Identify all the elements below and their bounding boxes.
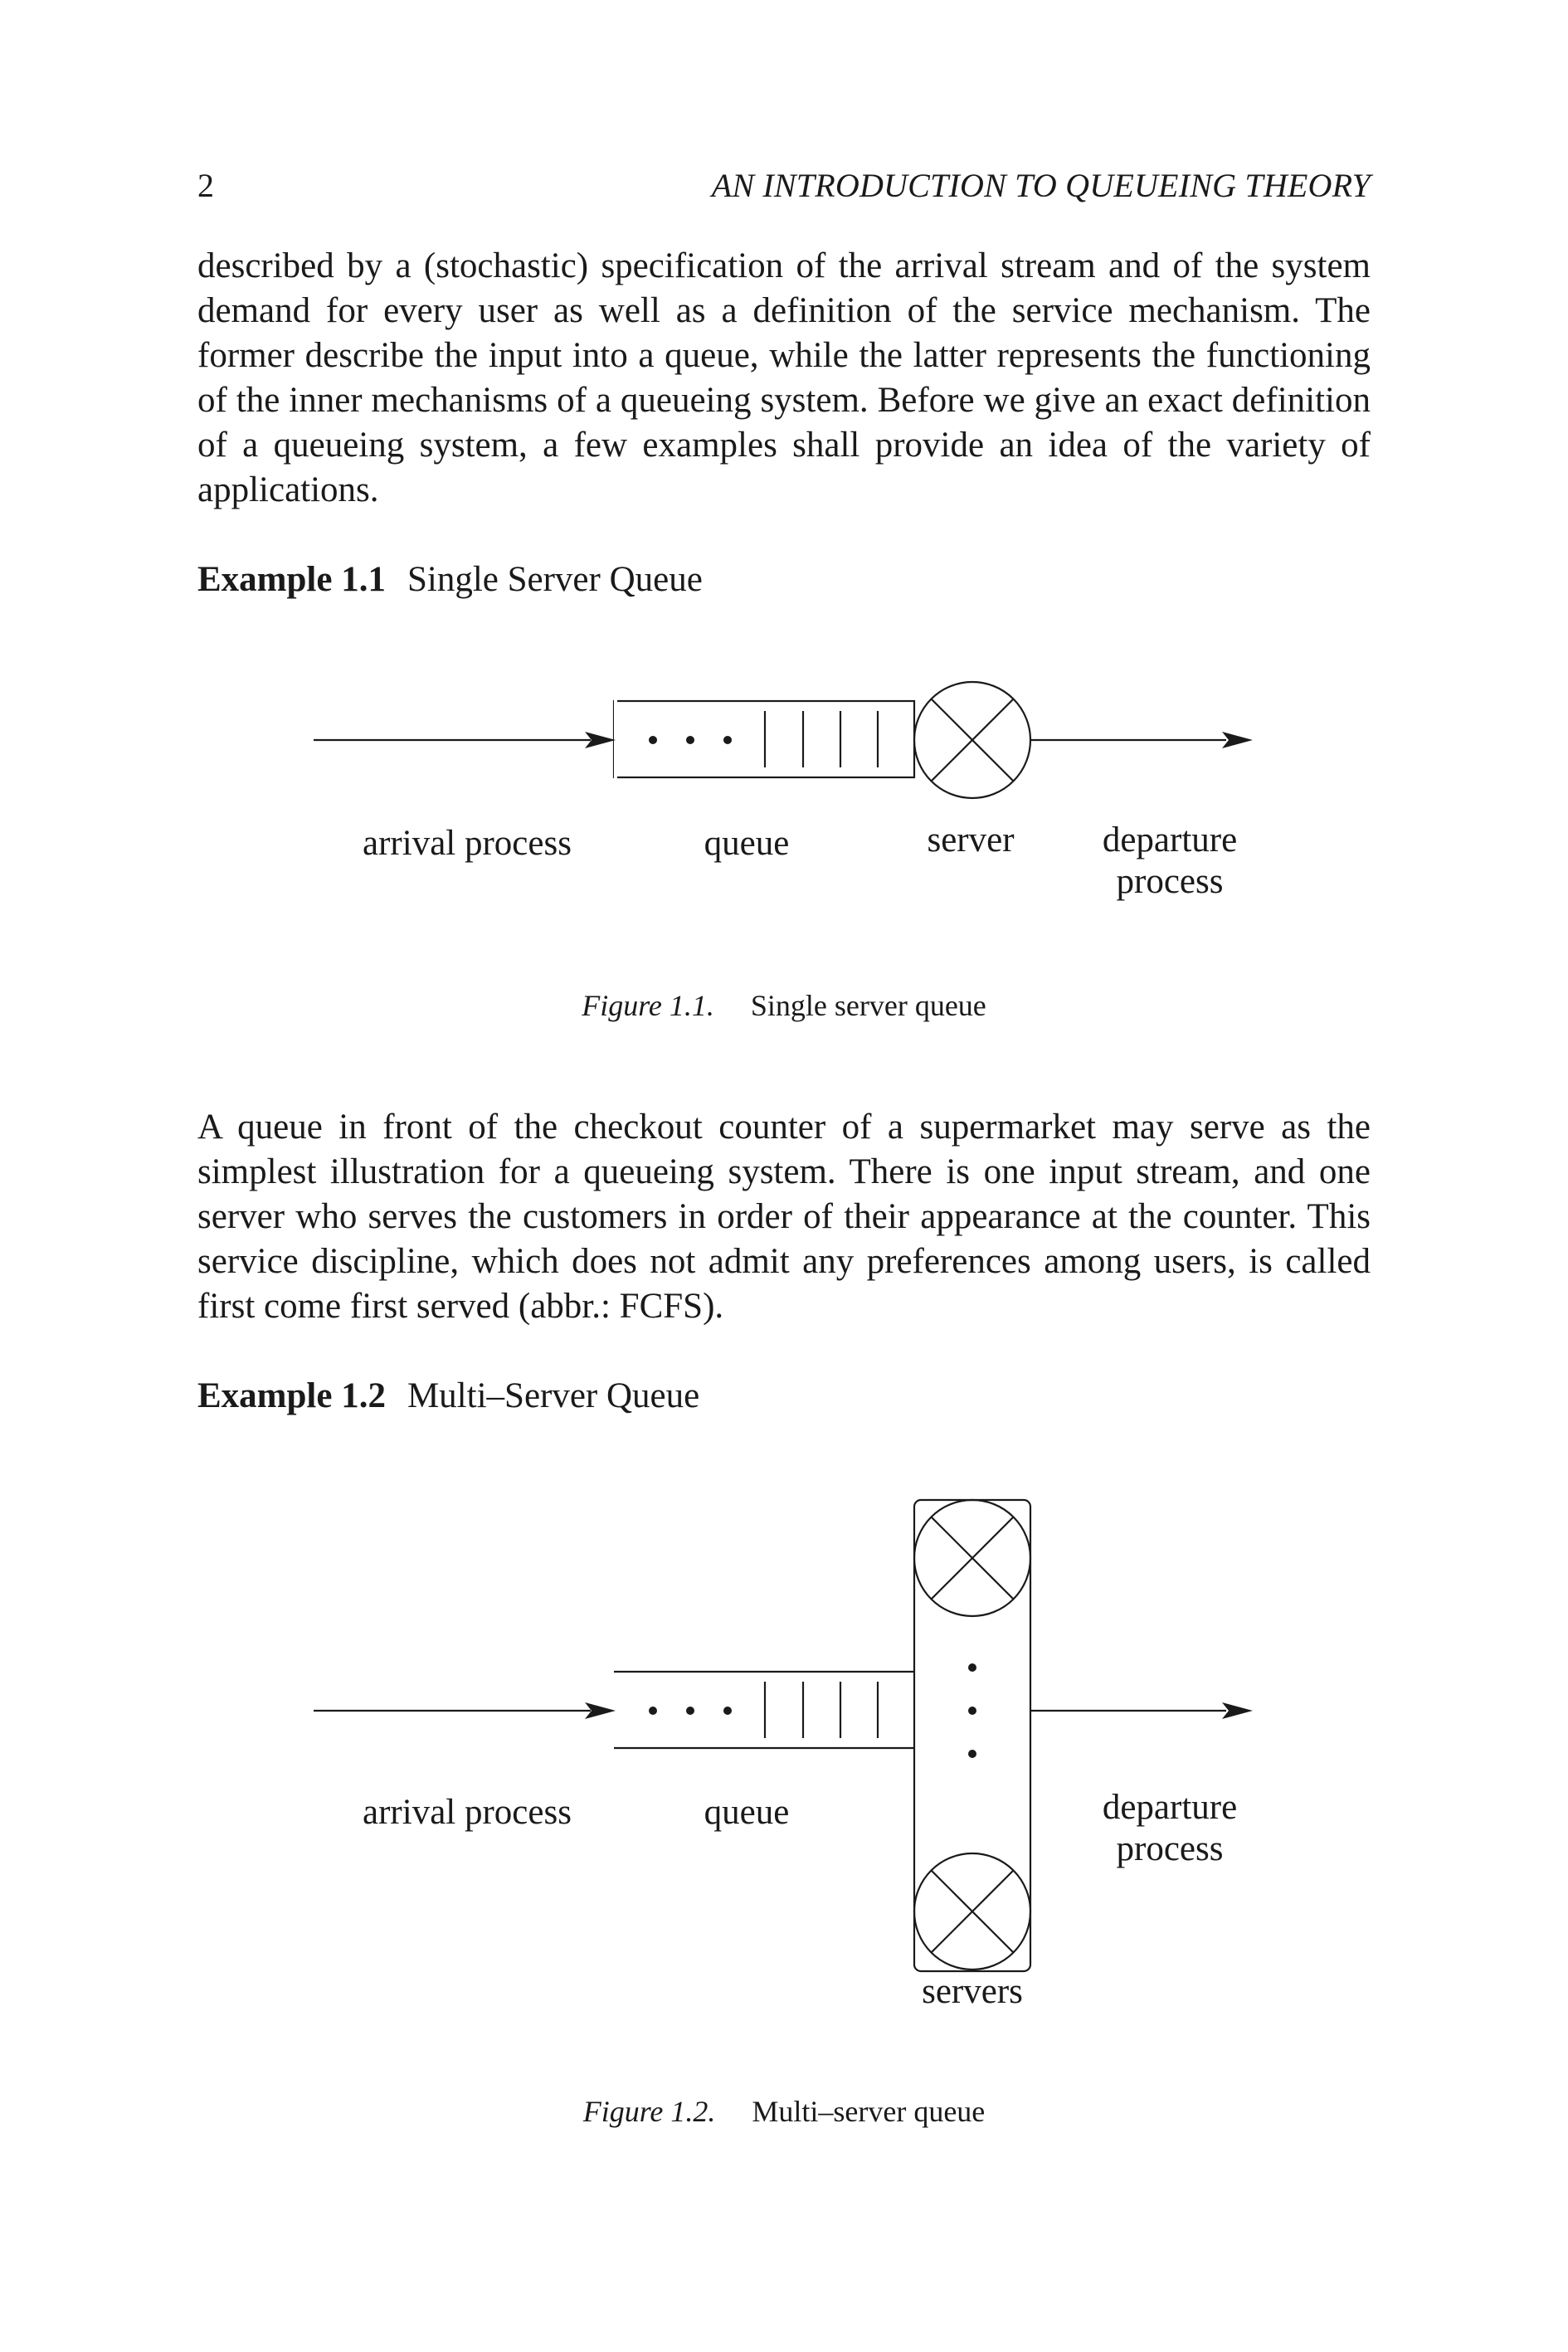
departure-label-line-1: departure: [1102, 821, 1238, 859]
example-number: Example 1.2: [197, 1376, 386, 1415]
server-ellipsis-dot: [968, 1663, 976, 1672]
queue-label: queue: [704, 824, 790, 863]
running-title: AN INTRODUCTION TO QUEUEING THEORY: [711, 167, 1371, 204]
body-paragraph-2: A queue in front of the checkout counter of a supermarket may serve as the simplest illustration for a queueing system. There is one input stream, and one server who serves the customers in order of their appearance at the counter. This service discipline, which does not admit any preferences among users, is called first come first served (abbr.: FCFS).: [197, 1108, 1371, 1326]
departure-process-label: [1079, 820, 1261, 903]
page-number: 2: [197, 167, 214, 204]
server-ellipsis-dot: [968, 1707, 976, 1715]
queue-label: queue: [704, 1793, 790, 1832]
queue-dot: [723, 736, 732, 744]
server-label: server: [927, 821, 1015, 859]
arrival-process-label: arrival process: [363, 824, 572, 863]
departure-arrowhead: [1222, 732, 1253, 748]
departure-label-line-2: process: [1116, 1829, 1224, 1868]
queue-dot: [686, 1707, 694, 1715]
departure-arrowhead: [1222, 1702, 1253, 1719]
queue-dot: [649, 1707, 657, 1715]
departure-process-label: [1079, 1787, 1261, 1870]
departure-label-line-1: departure: [1102, 1788, 1238, 1827]
example-number: Example 1.1: [197, 560, 386, 599]
caption-text: Multi–server queue: [752, 2095, 986, 2128]
figure-1-caption: [0, 985, 1568, 1026]
example-title: Multi–Server Queue: [407, 1376, 700, 1415]
servers-label: servers: [922, 1972, 1023, 2011]
caption-text: Single server queue: [750, 989, 986, 1022]
arrival-process-label: arrival process: [363, 1793, 572, 1832]
page-header: [197, 163, 1371, 209]
queue-dot: [723, 1707, 732, 1715]
queue-dot: [686, 736, 694, 744]
caption-number: Figure 1.2.: [582, 2095, 716, 2128]
example-1-heading: [197, 558, 703, 602]
example-2-heading: [197, 1374, 699, 1419]
server-ellipsis-dot: [968, 1750, 976, 1758]
body-paragraph-1: described by a (stochastic) specification of the arrival stream and of the system demand for every user as well as a definition of the service mechanism. The former describe the input into a queue, while the latter represents the functioning of the inner mechanisms of a queueing system. Before we give an exact definition of a queueing system, a few examples shall provide an idea of the variety of applications.: [197, 246, 1371, 509]
departure-label-line-2: process: [1116, 862, 1224, 901]
example-title: Single Server Queue: [407, 560, 703, 599]
figure-1-diagram: [0, 664, 1568, 937]
figure-2-caption: [0, 2091, 1568, 2132]
servers-box: [914, 1500, 1030, 1971]
figure-2-diagram: [0, 1477, 1568, 2041]
caption-number: Figure 1.1.: [582, 989, 714, 1022]
queue-dot: [649, 736, 657, 744]
